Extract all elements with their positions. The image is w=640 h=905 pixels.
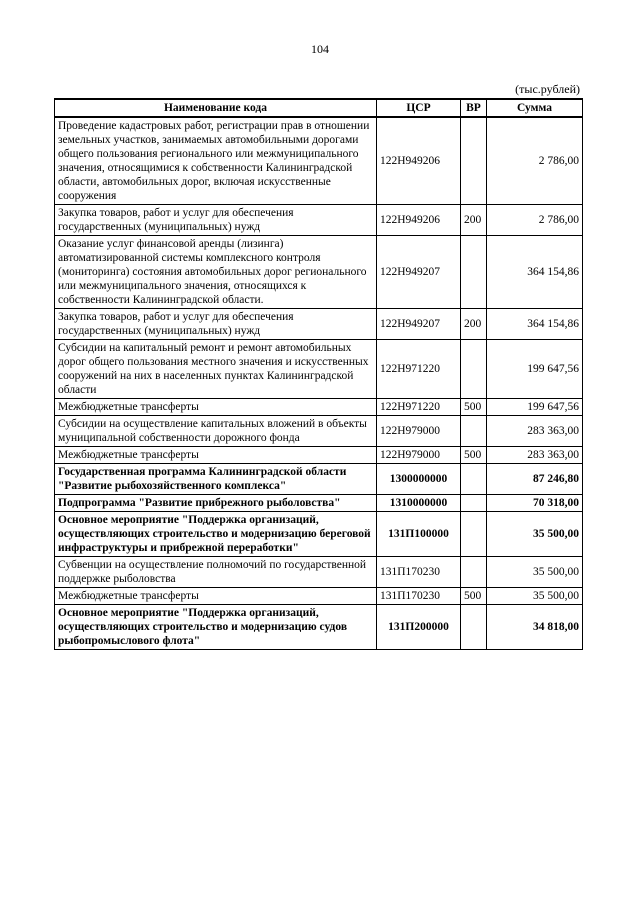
row-name: Закупка товаров, работ и услуг для обеспечения государственных (муниципальных) нужд	[55, 205, 377, 236]
table-row	[55, 205, 583, 236]
row-name: Подпрограмма "Развитие прибрежного рыболовства"	[55, 495, 377, 512]
table-row	[55, 309, 583, 340]
row-csr: 122Н949207	[377, 236, 461, 309]
row-vr	[461, 512, 487, 557]
row-csr: 122Н971220	[377, 399, 461, 416]
table-row	[55, 464, 583, 495]
row-vr	[461, 416, 487, 447]
table-row	[55, 557, 583, 588]
row-vr	[461, 117, 487, 205]
table-header-row	[55, 99, 583, 117]
row-vr	[461, 605, 487, 650]
row-csr: 122Н949206	[377, 117, 461, 205]
row-vr	[461, 495, 487, 512]
row-name: Оказание услуг финансовой аренды (лизинга) автоматизированной системы комплексного контроля (мониторинга) состояния автомобильных дорог регионального или межмуниципального значения, относящихся к собственности Калининградской области.	[55, 236, 377, 309]
row-sum: 87 246,80	[487, 464, 583, 495]
budget-table	[54, 98, 583, 650]
header-csr: ЦСР	[377, 99, 461, 117]
row-vr: 200	[461, 309, 487, 340]
row-sum: 283 363,00	[487, 447, 583, 464]
table-row	[55, 588, 583, 605]
table-row	[55, 416, 583, 447]
row-sum: 35 500,00	[487, 557, 583, 588]
row-csr: 1300000000	[377, 464, 461, 495]
row-sum: 283 363,00	[487, 416, 583, 447]
row-name: Субсидии на осуществление капитальных вложений в объекты муниципальной собственности дорожного фонда	[55, 416, 377, 447]
row-sum: 70 318,00	[487, 495, 583, 512]
row-vr: 500	[461, 447, 487, 464]
table-row	[55, 447, 583, 464]
row-sum: 35 500,00	[487, 512, 583, 557]
row-name: Закупка товаров, работ и услуг для обеспечения государственных (муниципальных) нужд	[55, 309, 377, 340]
table-row	[55, 117, 583, 205]
row-name: Основное мероприятие "Поддержка организаций, осуществляющих строительство и модернизацию береговой инфраструктуры и прибрежной переработки"	[55, 512, 377, 557]
row-csr: 122Н949206	[377, 205, 461, 236]
row-csr: 122Н971220	[377, 340, 461, 399]
row-csr: 1310000000	[377, 495, 461, 512]
row-csr: 131П100000	[377, 512, 461, 557]
row-sum: 34 818,00	[487, 605, 583, 650]
row-vr: 500	[461, 588, 487, 605]
header-sum: Сумма	[487, 99, 583, 117]
row-sum: 35 500,00	[487, 588, 583, 605]
row-csr: 131П170230	[377, 588, 461, 605]
page-number: 104	[311, 42, 329, 56]
header-vr: ВР	[461, 99, 487, 117]
row-vr: 500	[461, 399, 487, 416]
row-csr: 131П170230	[377, 557, 461, 588]
row-name: Государственная программа Калининградской области "Развитие рыбохозяйственного комплекса"	[55, 464, 377, 495]
row-name: Межбюджетные трансферты	[55, 447, 377, 464]
row-name: Субсидии на капитальный ремонт и ремонт автомобильных дорог общего пользования местного значения и искусственных сооружений на них в населенных пунктах Калининградской области	[55, 340, 377, 399]
row-vr	[461, 557, 487, 588]
row-name: Межбюджетные трансферты	[55, 588, 377, 605]
row-name: Основное мероприятие "Поддержка организаций, осуществляющих строительство и модернизацию судов рыбопромыслового флота"	[55, 605, 377, 650]
row-csr: 131П200000	[377, 605, 461, 650]
row-sum: 364 154,86	[487, 309, 583, 340]
row-sum: 364 154,86	[487, 236, 583, 309]
table-row	[55, 512, 583, 557]
header-name: Наименование кода	[55, 99, 377, 117]
row-csr: 122Н979000	[377, 416, 461, 447]
row-vr	[461, 236, 487, 309]
row-sum: 199 647,56	[487, 340, 583, 399]
row-sum: 2 786,00	[487, 205, 583, 236]
row-sum: 2 786,00	[487, 117, 583, 205]
table-row	[55, 399, 583, 416]
row-vr: 200	[461, 205, 487, 236]
row-vr	[461, 464, 487, 495]
row-vr	[461, 340, 487, 399]
table-row	[55, 495, 583, 512]
table-row	[55, 605, 583, 650]
row-name: Межбюджетные трансферты	[55, 399, 377, 416]
row-sum: 199 647,56	[487, 399, 583, 416]
table-row	[55, 340, 583, 399]
row-name: Субвенции на осуществление полномочий по государственной поддержке рыболовства	[55, 557, 377, 588]
units-label: (тыс.рублей)	[515, 82, 580, 96]
row-csr: 122Н949207	[377, 309, 461, 340]
table-row	[55, 236, 583, 309]
row-name: Проведение кадастровых работ, регистрации прав в отношении земельных участков, занимаемых автомобильными дорогами общего пользования регионального или межмуниципального значения, относящимися к собственности Калининградской области, автомобильных дорог, включая искусственные сооружения	[55, 117, 377, 205]
row-csr: 122Н979000	[377, 447, 461, 464]
